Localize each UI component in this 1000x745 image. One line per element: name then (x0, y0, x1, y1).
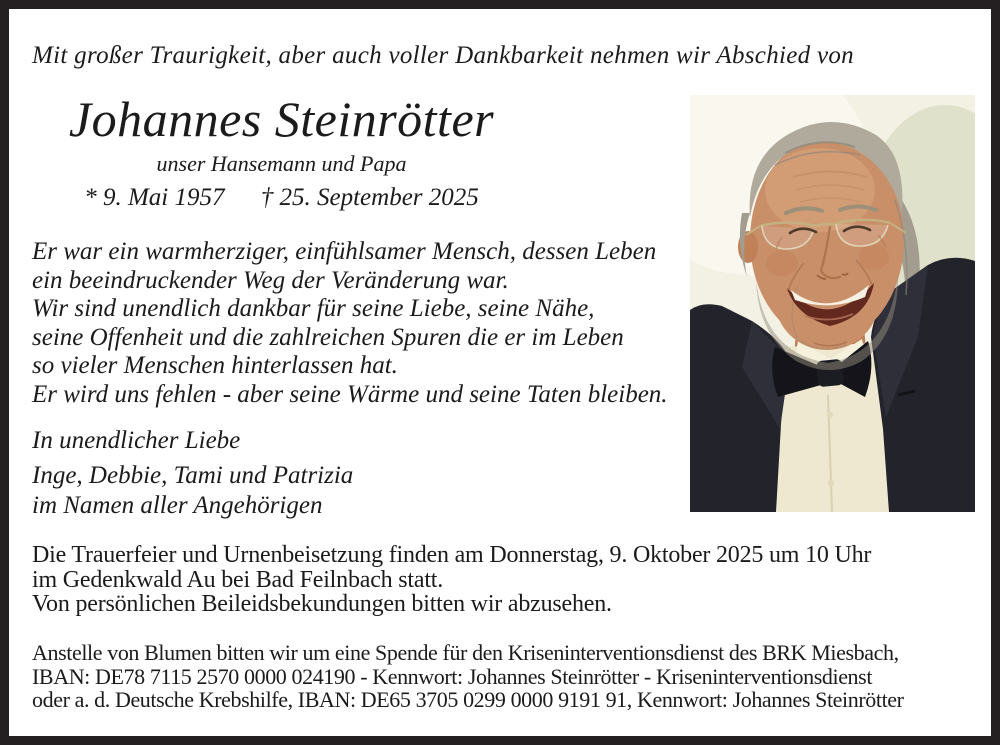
closing-line: In unendlicher Liebe (32, 427, 241, 454)
relation-line: unser Hansemann und Papa (156, 151, 407, 176)
portrait-photo (690, 95, 975, 512)
service-line: Von persönlichen Beileidsbekundungen bitten wir abzusehen. (32, 591, 612, 617)
portrait-illustration (690, 95, 975, 512)
eulogy-line: Er war ein warmherziger, einfühlsamer Mensch, dessen Leben (32, 238, 657, 265)
deceased-name: Johannes Steinrötter (68, 91, 495, 147)
donation-line: oder a. d. Deutsche Krebshilfe, IBAN: DE65 3705 0299 0000 9191 91, Kennwort: Johannes Steinrötter (32, 687, 904, 712)
donation-line: Anstelle von Blumen bitten wir um eine Spende für den Kriseninterventionsdienst des BRK Miesbach, (32, 640, 899, 665)
birth-date: * 9. Mai 1957 (84, 184, 225, 211)
eulogy-paragraph (32, 238, 668, 409)
donation-info-block (32, 641, 904, 712)
family-on-behalf: im Namen aller Angehörigen (32, 492, 323, 519)
service-line: im Gedenkwald Au bei Bad Feilnbach statt. (32, 566, 444, 593)
eulogy-line: Er wird uns fehlen - aber seine Wärme und seine Taten bleiben. (32, 380, 668, 408)
eulogy-line: Wir sind unendlich dankbar für seine Liebe, seine Nähe, (32, 295, 595, 322)
service-line: Die Trauerfeier und Urnenbeisetzung finden am Donnerstag, 9. Oktober 2025 um 10 Uhr (32, 542, 872, 568)
death-date: † 25. September 2025 (260, 184, 479, 211)
eulogy-line: seine Offenheit und die zahlreichen Spuren die er im Leben (32, 323, 624, 351)
donation-line: IBAN: DE78 7115 2570 0000 024190 - Kennwort: Johannes Steinrötter - Kriseninterventionsdienst (32, 663, 873, 689)
service-info-block (32, 543, 871, 617)
eulogy-line: so vieler Menschen hinterlassen hat. (32, 352, 398, 379)
dates-line (9, 184, 554, 212)
header-block (9, 91, 554, 212)
family-names: Inge, Debbie, Tami und Patrizia (32, 462, 354, 489)
eulogy-line: ein beeindruckender Weg der Veränderung war. (32, 266, 509, 294)
family-block (32, 461, 353, 521)
intro-line: Mit großer Traurigkeit, aber auch voller Dankbarkeit nehmen wir Abschied von (32, 42, 854, 69)
